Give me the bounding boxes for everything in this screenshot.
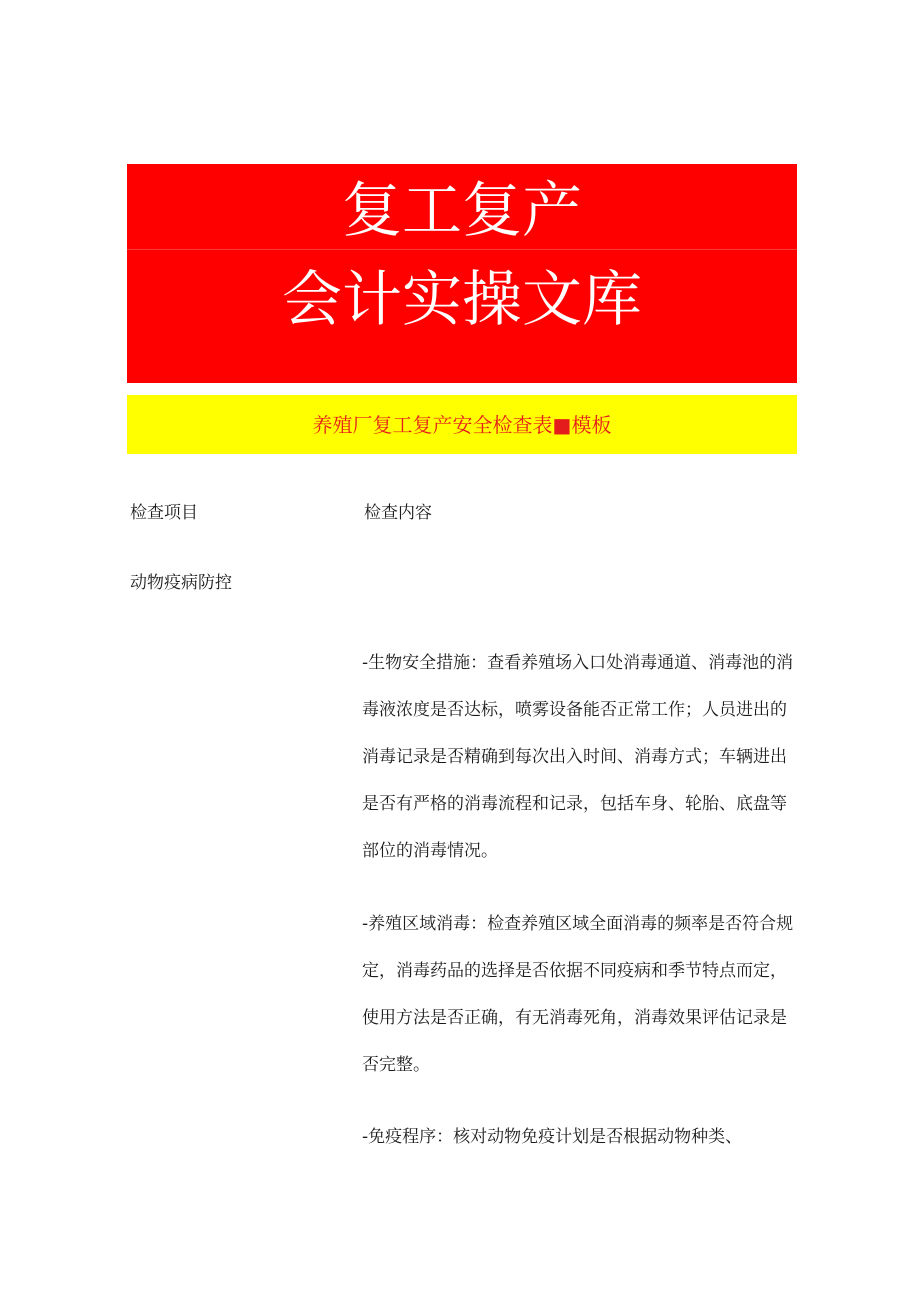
subtitle-bar bbox=[127, 395, 797, 454]
document-subtitle: 养殖厂复工复产安全检查表■模板 bbox=[312, 413, 612, 437]
column-header-content: 检查内容 bbox=[364, 503, 432, 523]
content-paragraph-immunization: -免疫程序：核对动物免疫计划是否根据动物种类、 bbox=[362, 1127, 743, 1147]
column-header-item: 检查项目 bbox=[130, 503, 198, 523]
content-paragraph-biosecurity: -生物安全措施：查看养殖场入口处消毒通道、消毒池的消毒液浓度是否达标，喷雾设备能否正常工作；人员进出的消毒记录是否精确到每次出入时间、消毒方式；车辆进出是否有严格的消毒流程和记录，包括车身、轮胎、底盘等部位的消毒情况。 bbox=[362, 653, 794, 861]
banner-divider bbox=[127, 249, 797, 250]
banner-title-line-2: 会计实操文库 bbox=[282, 265, 642, 335]
title-banner bbox=[127, 164, 797, 383]
content-paragraph-disinfection: -养殖区域消毒：检查养殖区域全面消毒的频率是否符合规定，消毒药品的选择是否依据不同疫病和季节特点而定，使用方法是否正确，有无消毒死角，消毒效果评估记录是否完整。 bbox=[362, 914, 794, 1075]
banner-title-line-1: 复工复产 bbox=[342, 176, 582, 246]
section-name: 动物疫病防控 bbox=[130, 573, 232, 593]
